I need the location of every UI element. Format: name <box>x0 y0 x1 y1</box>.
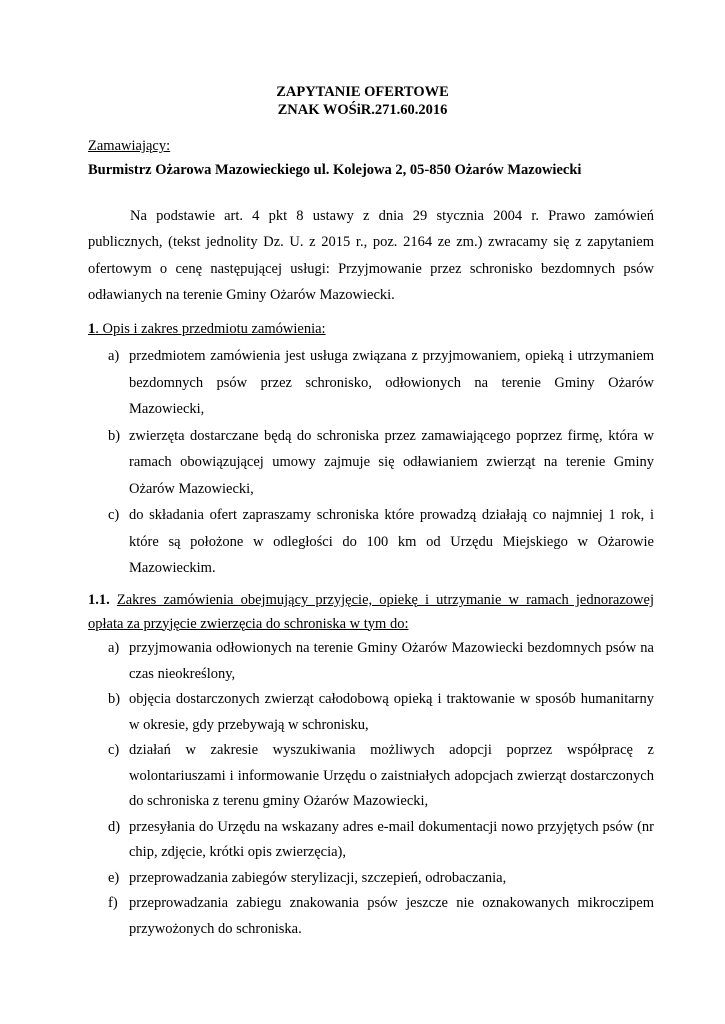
ordering-party-label: Zamawiający: <box>88 138 171 154</box>
list-marker: b) <box>108 427 121 444</box>
section-1-heading <box>88 321 326 338</box>
section-1-title: . Opis i zakres przedmiotu zamówienia: <box>95 321 326 337</box>
list-item-text: działań w zakresie wyszukiwania możliwych adopcji poprzez współpracę z wolontariuszami i informowanie Urzędu o zaistniałych adopcjach zwierząt dostarczonych do schroniska z terenu gminy Ożarów Mazowiecki, <box>129 742 654 809</box>
list-item <box>88 343 654 423</box>
list-item <box>88 815 654 866</box>
section-1-1-number: 1.1. <box>88 592 110 608</box>
list-marker: c) <box>108 507 120 523</box>
list-item <box>88 502 654 582</box>
list-item-text: przyjmowania odłowionych na terenie Gminy Ożarów Mazowiecki bezdomnych psów na czas nieokreślony, <box>129 640 654 682</box>
list-item-text: zwierzęta dostarczane będą do schroniska przez zamawiającego poprzez firmę, która w ramach obowiązującej umowy zajmuje się odławianiem zwierząt na terenie Gminy Ożarów Mazowiecki, <box>129 427 654 497</box>
list-item <box>88 891 654 942</box>
list-item <box>88 423 654 503</box>
list-item <box>88 636 654 687</box>
list-item <box>88 738 654 815</box>
list-marker: f) <box>108 895 118 911</box>
list-marker: b) <box>108 691 121 707</box>
list-item-text: do składania ofert zapraszamy schroniska które prowadzą działają co najmniej 1 rok, i które są położone w odległości do 100 km od Urzędu Miejskiego w Ożarowie Mazowieckim. <box>129 507 654 576</box>
document-title: ZAPYTANIE OFERTOWE <box>276 84 449 100</box>
section-1-1-title: Zakres zamówienia obejmujący przyjęcie, opiekę i utrzymanie w ramach jednorazowej opłata za przyjęcie zwierzęcia do schroniska w tym do: <box>88 592 654 632</box>
list-item-text: przeprowadzania zabiegu znakowania psów jeszcze nie oznakowanych mikroczipem przywożonych do schroniska. <box>129 895 654 937</box>
list-item-text: objęcia dostarczonych zwierząt całodobową opieką i traktowanie w sposób humanitarny w okresie, gdy przebywają w schronisku, <box>129 691 654 733</box>
section-1-1-list <box>88 636 654 942</box>
list-marker: a) <box>108 640 120 656</box>
list-item <box>88 687 654 738</box>
list-item-text: przeprowadzania zabiegów sterylizacji, szczepień, odrobaczania, <box>129 869 507 886</box>
list-item-text: przesyłania do Urzędu na wskazany adres e-mail dokumentacji nowo przyjętych psów (nr chip, zdjęcie, krótki opis zwierzęcia), <box>129 818 654 860</box>
intro-paragraph: Na podstawie art. 4 pkt 8 ustawy z dnia 29 stycznia 2004 r. Prawo zamówień publicznych, (tekst jednolity Dz. U. z 2015 r., poz. 2164 ze zm.) zwracamy się z zapytaniem ofertowym o cenę następującej usługi: Przyjmowanie przez schronisko bezdomnych psów odławianych na terenie Gminy Ożarów Mazowiecki. <box>88 208 654 303</box>
list-item-text: przedmiotem zamówienia jest usługa związana z przyjmowaniem, opieką i utrzymaniem bezdomnych psów przez schronisko, odłowionych na terenie Gminy Ożarów Mazowiecki, <box>129 348 654 417</box>
list-marker: a) <box>108 348 120 364</box>
ordering-party: Burmistrz Ożarowa Mazowieckiego ul. Kolejowa 2, 05-850 Ożarów Mazowiecki <box>88 162 582 178</box>
document-reference-number: ZNAK WOŚiR.271.60.2016 <box>277 102 448 118</box>
list-marker: c) <box>108 742 120 758</box>
list-marker: e) <box>108 869 120 886</box>
section-1-1-heading <box>88 589 654 636</box>
section-1-list <box>88 343 654 582</box>
list-marker: d) <box>108 818 121 835</box>
section-1-number: 1 <box>88 321 96 337</box>
list-item <box>88 866 654 892</box>
